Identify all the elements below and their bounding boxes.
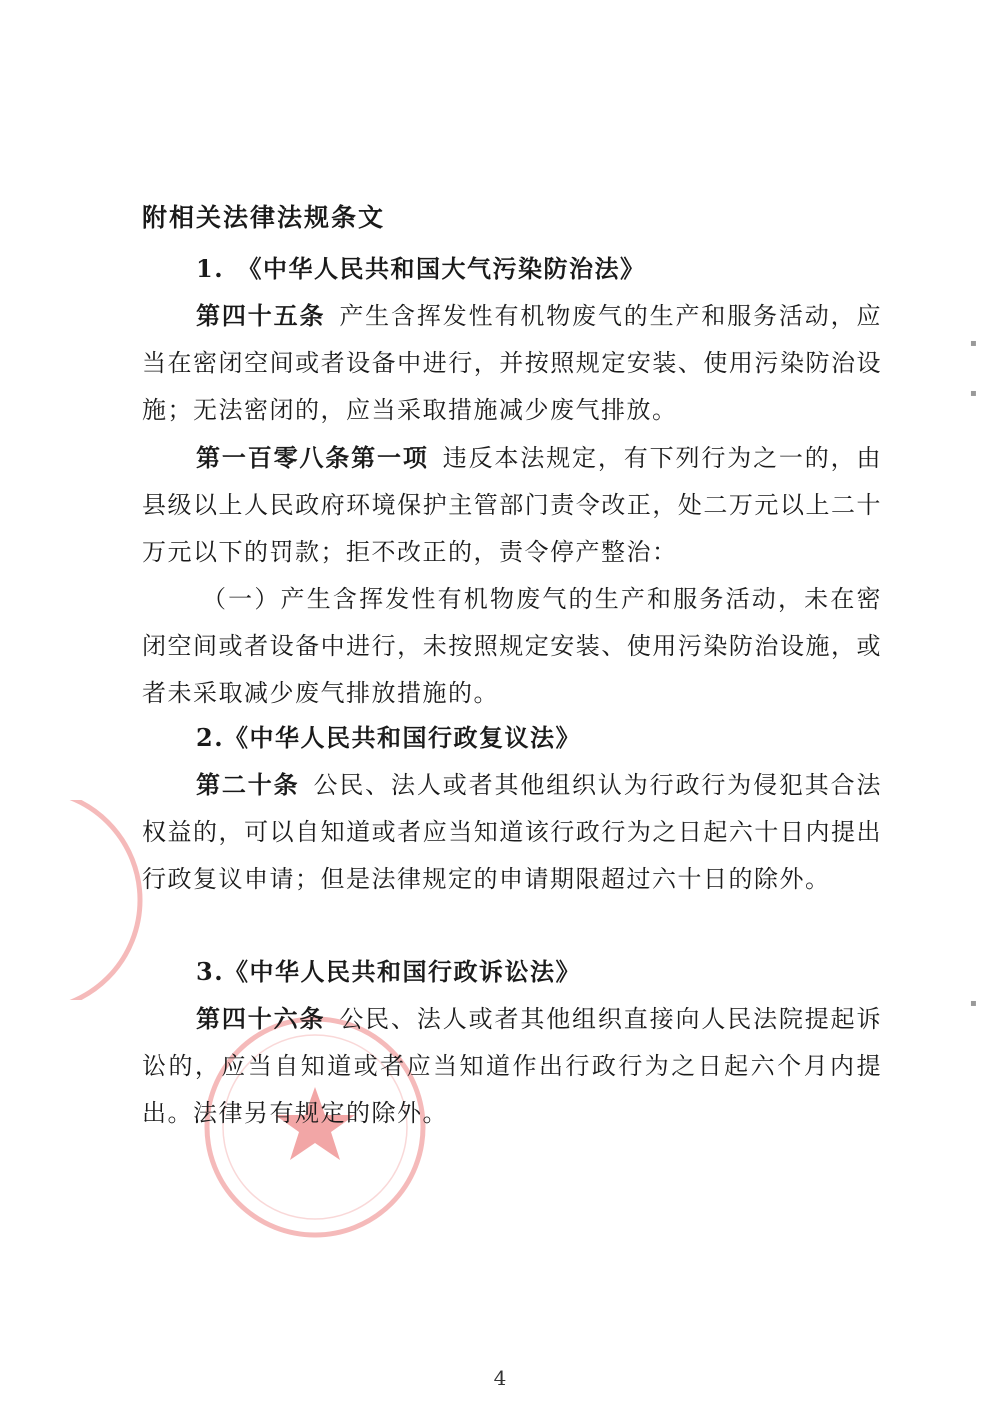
law-1-section [142,245,882,717]
page-number: 4 [493,1366,507,1390]
law-2-title: 2.《中华人民共和国行政复议法》 [196,723,582,752]
article-paragraph [142,292,882,434]
article-paragraph [142,761,882,903]
article-label: 第四十五条 [196,301,326,330]
partial-seal-stamp [0,800,150,1000]
article-text: 公民、法人或者其他组织直接向人民法院提起诉讼的，应当自知道或者应当知道作出行政行为之日起六个月内提出。法律另有规定的除外。 [142,1005,883,1127]
article-item: （一）产生含挥发性有机物废气的生产和服务活动，未在密闭空间或者设备中进行，未按照规定安装、使用污染防治设施，或者未采取减少废气排放措施的。 [142,585,882,707]
law-2-section [142,714,882,903]
scan-speck: ▪ [970,388,977,399]
article-label: 第一百零八条第一项 [196,443,429,472]
article-label: 第四十六条 [196,1004,326,1033]
law-3-section [142,948,882,1137]
article-text: 公民、法人或者其他组织认为行政行为侵犯其合法权益的，可以自知道或者应当知道该行政行为之日起六十日内提出行政复议申请；但是法律规定的申请期限超过六十日的除外。 [142,771,883,893]
article-text: 违反本法规定，有下列行为之一的，由县级以上人民政府环境保护主管部门责令改正，处二万元以上二十万元以下的罚款；拒不改正的，责令停产整治： [142,444,883,566]
law-3-title: 3.《中华人民共和国行政诉讼法》 [196,957,582,986]
article-label: 第二十条 [196,770,300,799]
attachment-heading: 附相关法律法规条文 [142,203,386,232]
scan-speck: ▪ [970,998,977,1009]
law-1-title: 1. 《中华人民共和国大气污染防治法》 [196,254,646,283]
article-paragraph [142,434,882,576]
article-text: 产生含挥发性有机物废气的生产和服务活动，应当在密闭空间或者设备中进行，并按照规定安装、使用污染防治设施；无法密闭的，应当采取措施减少废气排放。 [142,302,883,424]
article-paragraph [142,995,882,1137]
scan-speck: ▪ [970,338,977,349]
